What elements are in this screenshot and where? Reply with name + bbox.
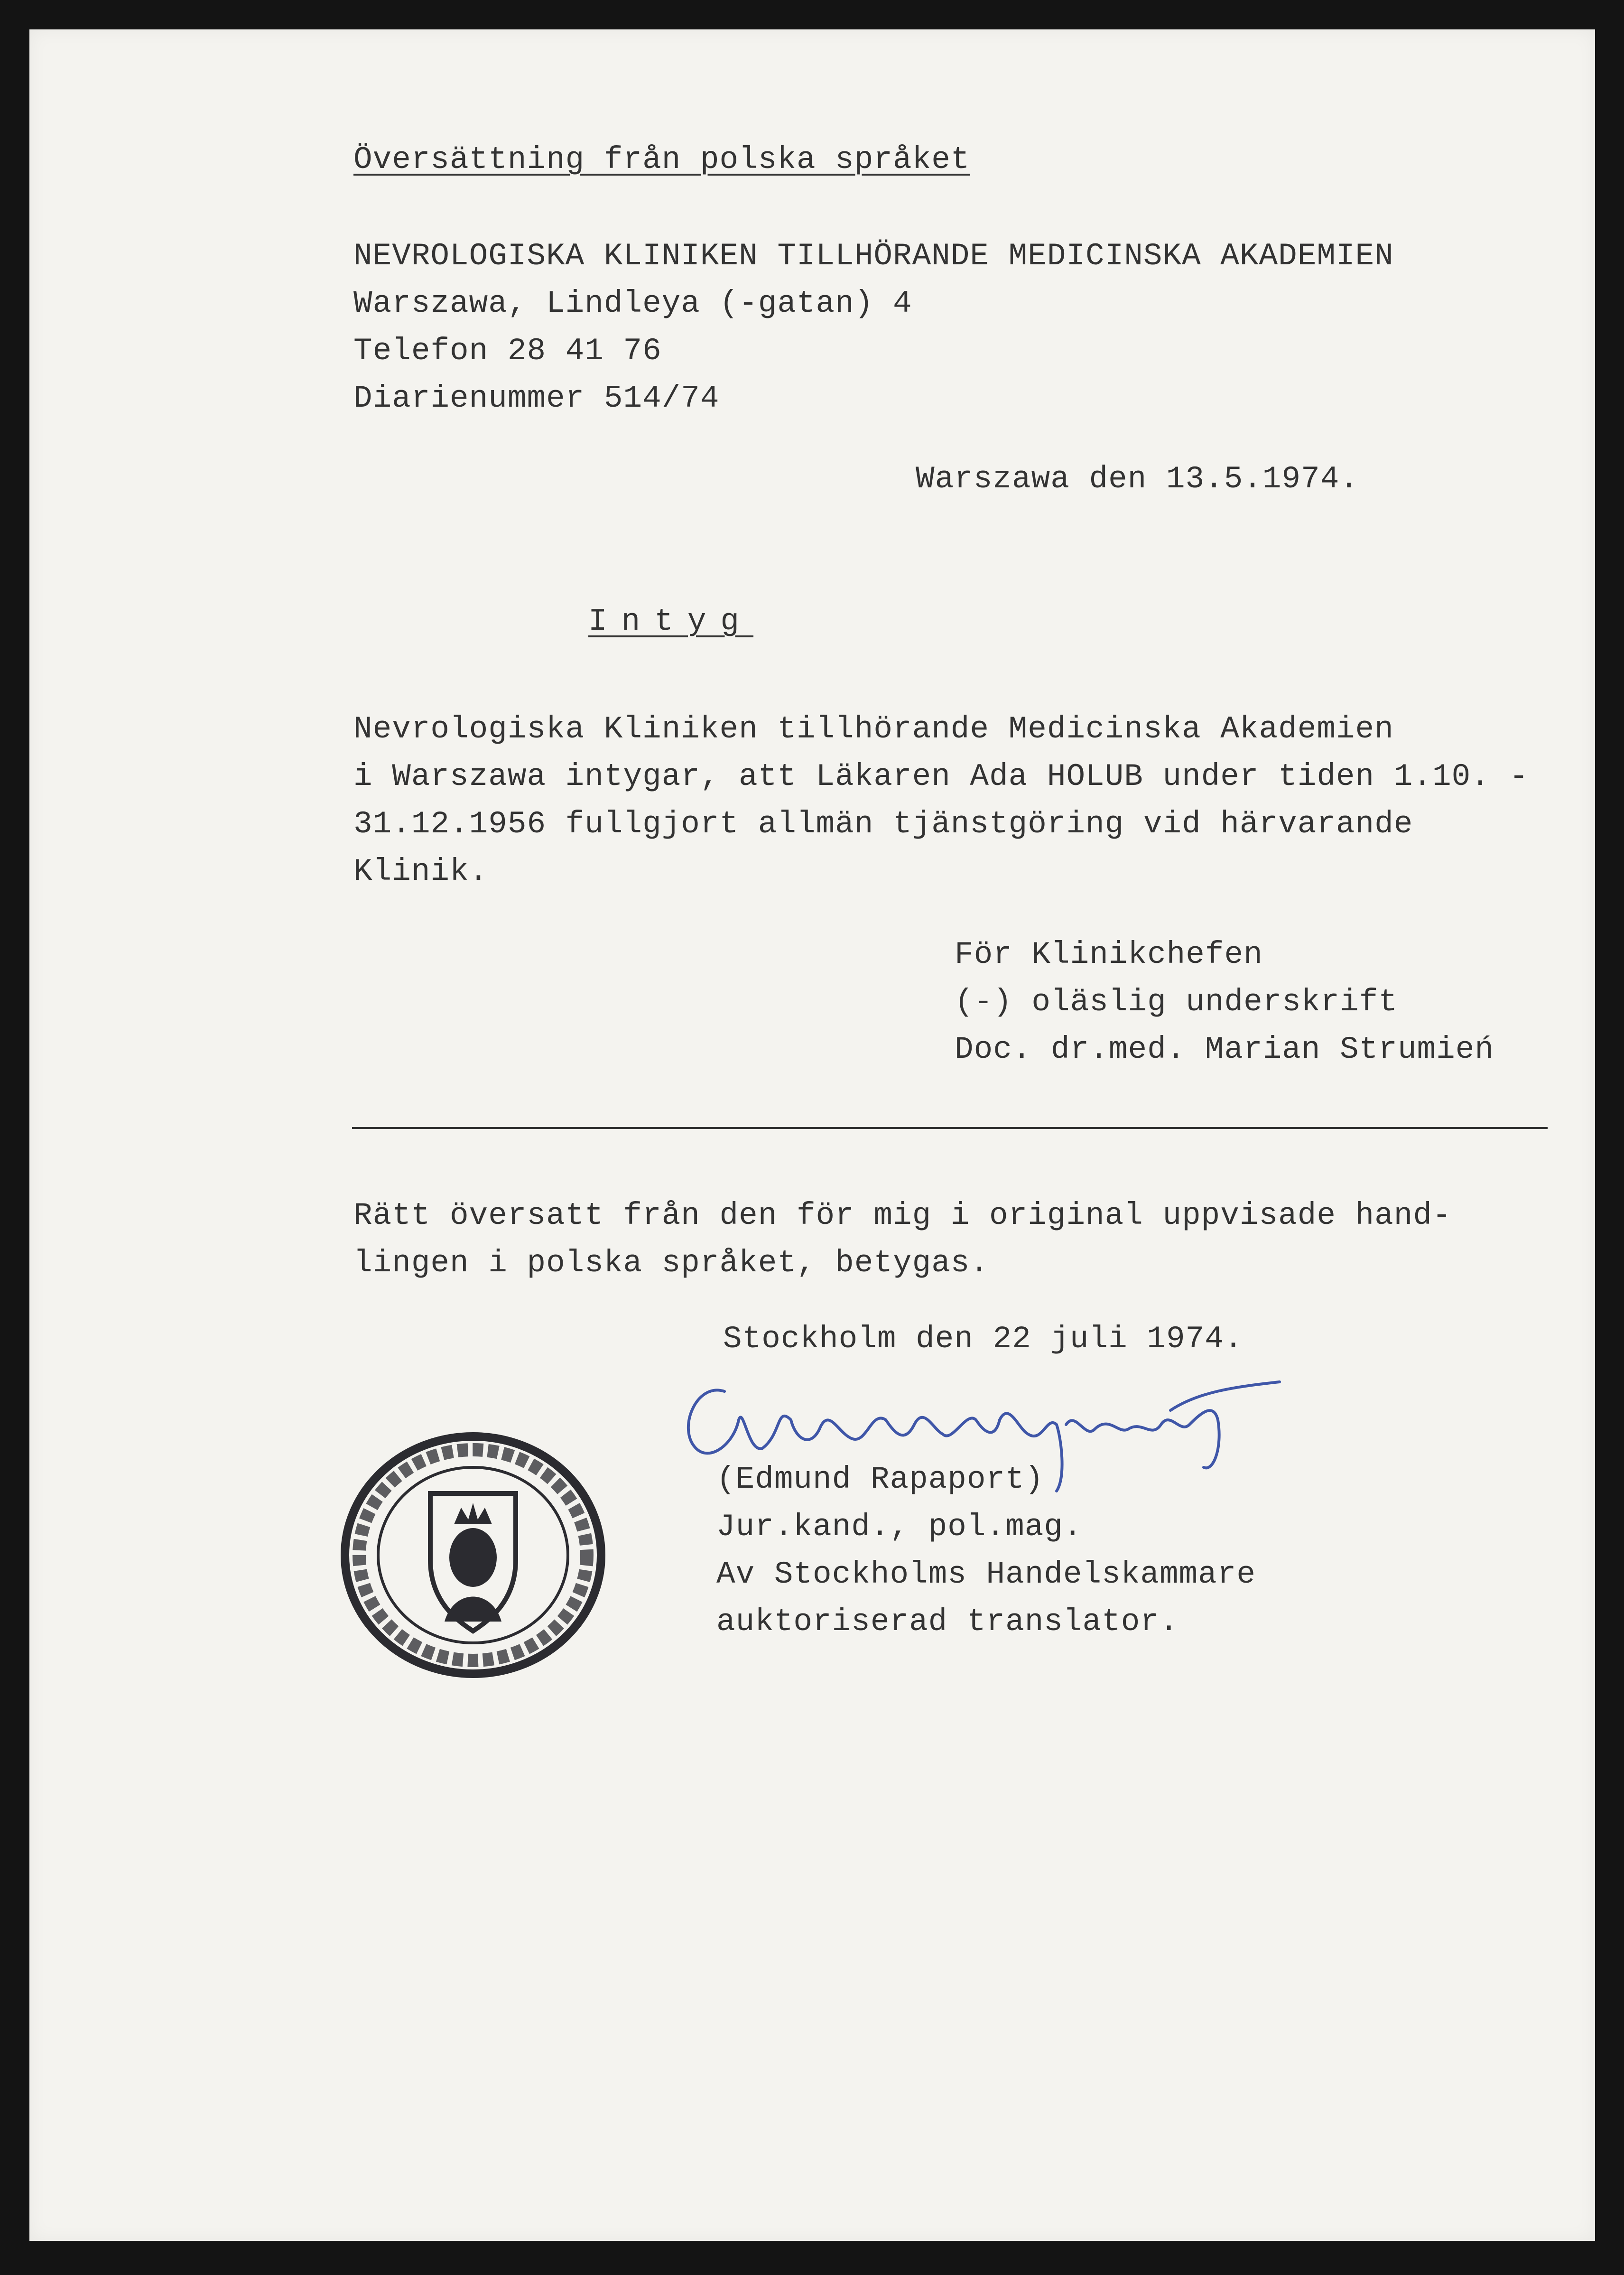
official-stamp xyxy=(326,1422,620,1688)
institution-phone: Telefon 28 41 76 xyxy=(353,333,662,369)
body-line: Klinik. xyxy=(353,854,489,889)
translation-note: Översättning från polska språket xyxy=(353,142,970,177)
translator-line: auktoriserad translator. xyxy=(716,1604,1179,1640)
body-line: Nevrologiska Kliniken tillhörande Medicinska Akademien xyxy=(353,711,1394,747)
translator-date: Stockholm den 22 juli 1974. xyxy=(723,1321,1244,1357)
signoff-line: (-) oläslig underskrift xyxy=(955,984,1398,1020)
document-page xyxy=(29,29,1595,2241)
signoff-line: Doc. dr.med. Marian Strumień xyxy=(955,1032,1494,1067)
diary-number: Diarienummer 514/74 xyxy=(353,381,720,416)
body-line: 31.12.1956 fullgjort allmän tjänstgöring vid härvarande xyxy=(353,806,1413,842)
body-line: i Warszawa intygar, att Läkaren Ada HOLUB under tiden 1.10. - xyxy=(353,759,1529,794)
translator-line: (Edmund Rapaport) xyxy=(716,1462,1044,1497)
institution-name: NEVROLOGISKA KLINIKEN TILLHÖRANDE MEDICINSKA AKADEMIEN xyxy=(353,238,1394,274)
document-date: Warszawa den 13.5.1974. xyxy=(916,461,1359,497)
certification-line: lingen i polska språket, betygas. xyxy=(353,1245,990,1281)
signoff-line: För Klinikchefen xyxy=(955,937,1263,972)
certification-line: Rätt översatt från den för mig i original uppvisade hand- xyxy=(353,1198,1452,1233)
institution-address: Warszawa, Lindleya (-gatan) 4 xyxy=(353,286,912,321)
separator-rule xyxy=(352,1127,1548,1129)
translator-line: Jur.kand., pol.mag. xyxy=(716,1509,1083,1545)
document-title: Intyg xyxy=(588,604,754,639)
translator-line: Av Stockholms Handelskammare xyxy=(716,1557,1256,1592)
